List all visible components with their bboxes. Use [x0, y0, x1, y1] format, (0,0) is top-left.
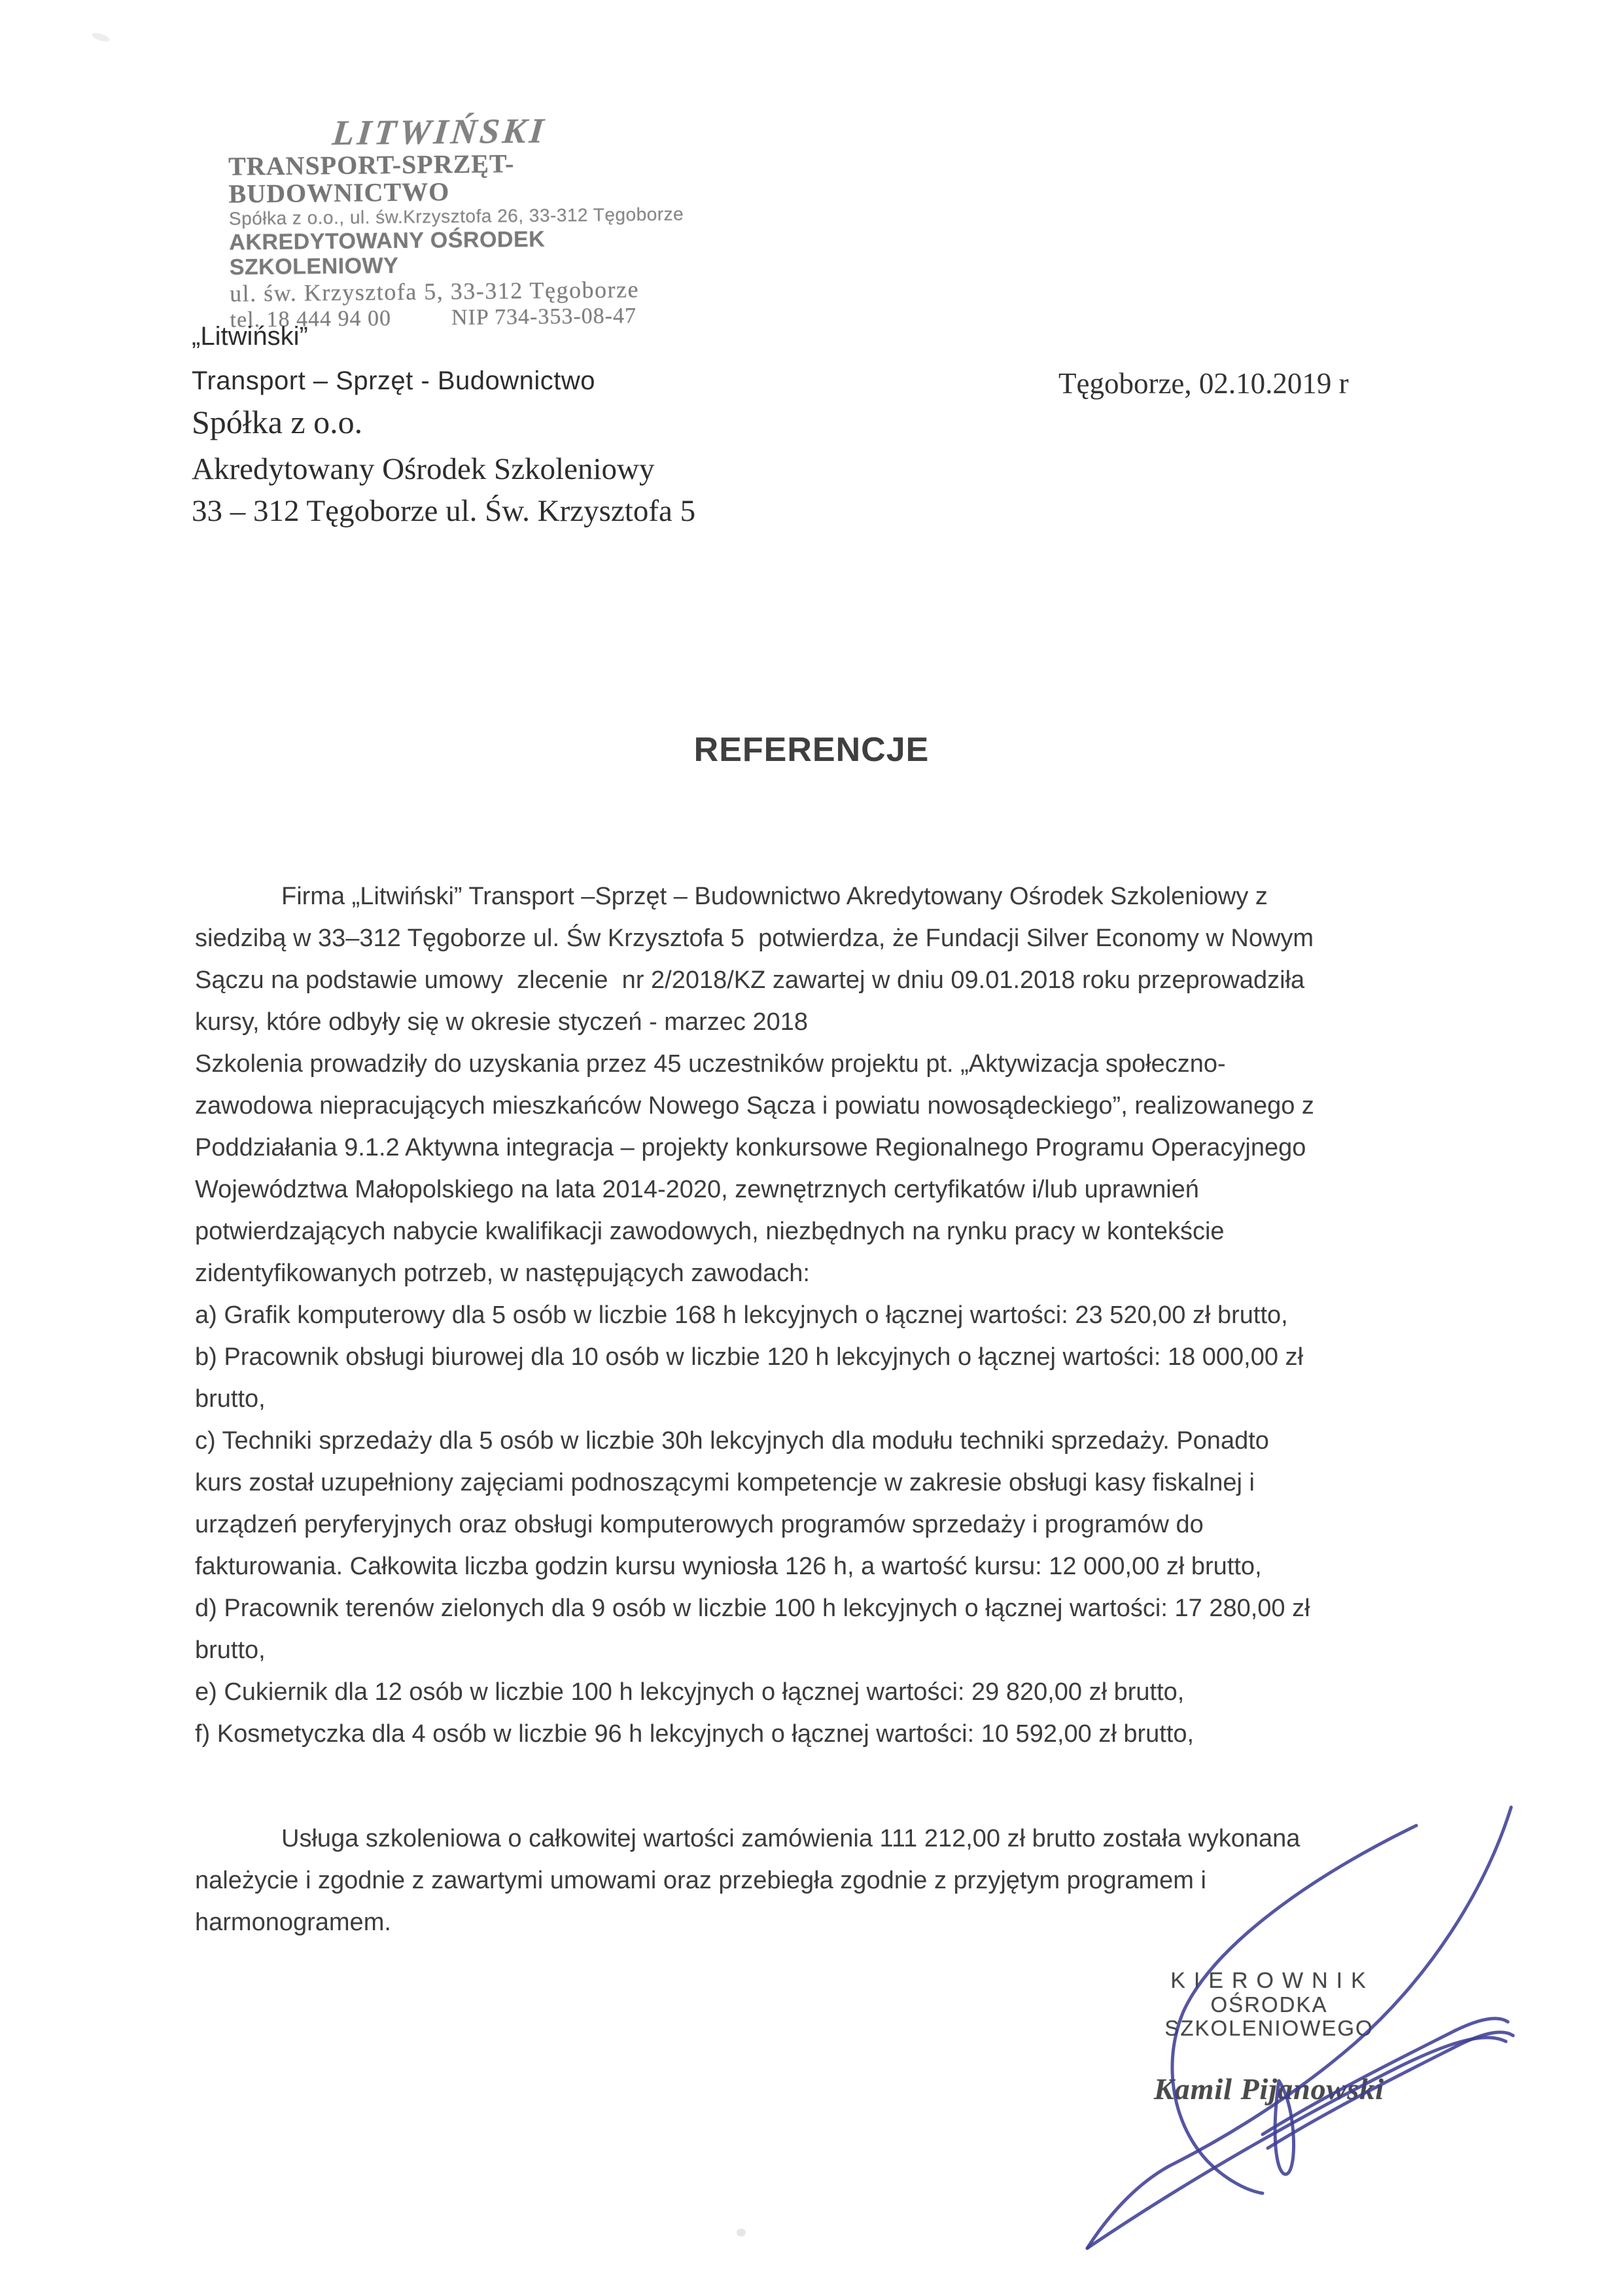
- letter-body: [195, 875, 1464, 1943]
- list-item-c-cont: kurs został uzupełniony zajęciami podnoszącymi kompetencje w zakresie obsługi kasy fiskalnej i: [195, 1469, 1255, 1496]
- list-item-d-cont: brutto,: [195, 1636, 266, 1664]
- list-item-f: f) Kosmetyczka dla 4 osób w liczbie 96 h lekcyjnych o łącznej wartości: 10 592,00 zł brutto,: [195, 1720, 1195, 1748]
- list-item-b-cont: brutto,: [195, 1385, 266, 1413]
- body-line: Firma „Litwiński” Transport –Sprzęt – Budownictwo Akredytowany Ośrodek Szkoleniowy z: [281, 883, 1268, 910]
- body-line: siedzibą w 33–312 Tęgoborze ul. Św Krzysztofa 5 potwierdza, że Fundacji Silver Economy w Nowym: [195, 925, 1314, 952]
- pen-signature: [1047, 1793, 1544, 2264]
- body-line: kursy, które odbyły się w okresie styczeń - marzec 2018: [195, 1008, 808, 1036]
- list-item-a: a) Grafik komputerowy dla 5 osób w liczbie 168 h lekcyjnych o łącznej wartości: 23 520,00 zł brutto,: [195, 1301, 1288, 1329]
- body-line: Szkolenia prowadziły do uzyskania przez 45 uczestników projektu pt. „Aktywizacja społeczno-: [195, 1050, 1226, 1078]
- list-item-d: d) Pracownik terenów zielonych dla 9 osób w liczbie 100 h lekcyjnych o łącznej wartości: 17 280,00 zł: [195, 1595, 1310, 1622]
- closing-line: harmonogramem.: [195, 1909, 391, 1936]
- stamp-company-name: LITWIŃSKI: [330, 111, 549, 153]
- scan-smudge: [737, 2229, 746, 2236]
- sender-company-name: „Litwiński”: [192, 322, 308, 351]
- stamp-business-line: TRANSPORT-SPRZĘT-BUDOWNICTWO: [228, 149, 515, 209]
- stamp-address-line-2: ul. św. Krzysztofa 5, 33-312 Tęgoborze: [229, 276, 640, 307]
- training-center-line: OŚRODKA SZKOLENIOWEGO: [1164, 1992, 1374, 2040]
- body-line: Poddziałania 9.1.2 Aktywna integracja – projekty konkursowe Regionalnego Programu Operacyjnego: [195, 1134, 1306, 1161]
- body-line: potwierdzających nabycie kwalifikacji zawodowych, niezbędnych na rynku pracy w kontekście: [195, 1218, 1225, 1245]
- closing-line: należycie i zgodnie z zawartymi umowami oraz przebiegła zgodnie z przyjętym programem i: [195, 1867, 1206, 1894]
- list-item-e: e) Cukiernik dla 12 osób w liczbie 100 h lekcyjnych o łącznej wartości: 29 820,00 zł brutto,: [195, 1678, 1185, 1706]
- sender-address-line: 33 – 312 Tęgoborze ul. Św. Krzysztofa 5: [192, 494, 696, 528]
- list-item-b: b) Pracownik obsługi biurowej dla 10 osób w liczbie 120 h lekcyjnych o łącznej wartości: 18 000,00 zł: [195, 1343, 1304, 1371]
- closing-line: Usługa szkoleniowa o całkowitej wartości zamówienia 111 212,00 zł brutto została wykonana: [281, 1825, 1300, 1852]
- stamp-accredited-line: AKREDYTOWANY OŚRODEK SZKOLENIOWY: [229, 226, 546, 280]
- stamp-phone: tel. 18 444 94 00: [230, 306, 392, 332]
- body-line: Województwa Małopolskiego na lata 2014-2020, zewnętrznych certyfikatów i/lub uprawnień: [195, 1176, 1199, 1203]
- list-item-c-cont: fakturowania. Całkowita liczba godzin kursu wyniosła 126 h, a wartość kursu: 12 000,00 zł brutto,: [195, 1553, 1262, 1580]
- list-item-c: c) Techniki sprzedaży dla 5 osób w liczbie 30h lekcyjnych dla modułu techniki sprzedaży. Ponadto: [195, 1427, 1269, 1455]
- scan-smudge: [91, 31, 111, 43]
- place-and-date: Tęgoborze, 02.10.2019 r: [1058, 367, 1349, 400]
- manager-role-line: KIEROWNIK: [1170, 1968, 1374, 1993]
- company-stamp: [228, 110, 688, 333]
- body-line: zawodowa niepracujących mieszkańców Nowego Sącza i powiatu nowosądeckiego”, realizowanego z: [195, 1092, 1314, 1120]
- stamp-nip: NIP 734-353-08-47: [451, 304, 637, 330]
- body-line: zidentyfikowanych potrzeb, w następujących zawodach:: [195, 1260, 810, 1287]
- sender-center-line: Akredytowany Ośrodek Szkoleniowy: [192, 452, 655, 486]
- sender-business-line: Transport – Sprzęt - Budownictwo: [192, 366, 595, 395]
- document-title: REFERENCJE: [693, 731, 930, 769]
- body-line: Sączu na podstawie umowy zlecenie nr 2/2018/KZ zawartej w dniu 09.01.2018 roku przeprowadziła: [195, 966, 1305, 994]
- list-item-c-cont: urządzeń peryferyjnych oraz obsługi komputerowych programów sprzedaży i programów do: [195, 1511, 1204, 1538]
- stamp-address-line-1: Spółka z o.o., ul. św.Krzysztofa 26, 33-312 Tęgoborze: [228, 203, 684, 229]
- manager-name: Kamil Pijanowski: [1153, 2072, 1385, 2106]
- sender-legal-form: Spółka z o.o.: [192, 404, 363, 440]
